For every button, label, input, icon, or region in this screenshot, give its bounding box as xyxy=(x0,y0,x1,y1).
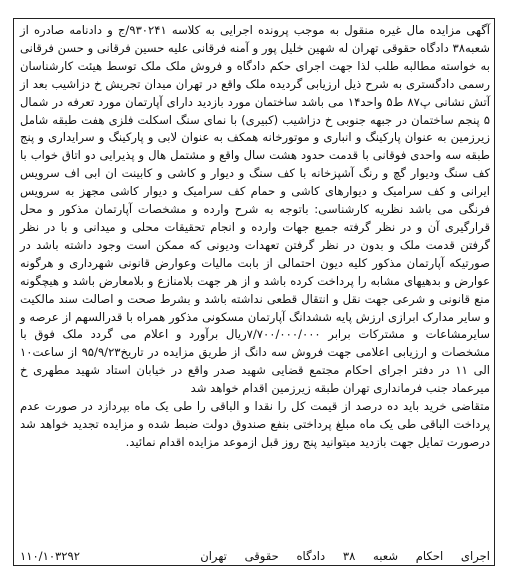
auction-notice-body xyxy=(20,22,490,452)
notice-paragraph-main: آگهی مزایده مال غیره منقول به موجب پرونده اجرایی به کلاسه ۹۳۰۲۴۱/ج و دادنامه صادره از شعبه۳۸ دادگاه حقوقی تهران له شهین خلیل پور و آمنه فرقانی علیه حسین فرقانی و حسن فرقانی به خواسته مطالبه طلب لذا جهت اجرای حکم دادگاه و فروش ملک ملک توسط هیئت کارشناسان رسمی دادگستری به شرح ذیل ارزیابی گردیده ملک واقع در تهران میدان تجریش خ دزاشیب بعد از آتش نشانی پ۸۷ ط۵ واحد۱۴ می باشد ساختمان مورد بازدید دارای آپارتمان مورد تعرفه در شمال ۵ پنجم ساختمان در جبهه جنوبی خ دزاشیب (کبیری) با نمای سنگ اسکلت فلزی هفت طبقه شامل زیرزمین به عنوان پارکینگ و انباری و موتورخانه همکف به عنوان لابی و پارکینگ و سرایداری و پنج طبقه سه واحدی فوقانی با قدمت حدود هشت سال واقع و مشتمل هال و پذیرایی دو اتاق خواب با کف سنگ ودیوار گچ و رنگ آشپزخانه با کف سنگ و دیوار و کاشی و کابینت ان ابی اف سرویس ایرانی و کف سرامیک و دیوارهای کاشی و حمام کف سرامیک و دیوار کاشی مجهز به سرویس فرنگی می باشد نظریه کارشناسی: باتوجه به شرح وارده و مشخصات آپارتمان مذکور و محل قرارگیری آن و در نظر گرفته جمیع جهات وارده و انجام تحقیقات محلی و میدانی و با در نظر گرفتن قدمت ملک و بدون در نظر گرفتن تعهدات ودیونی که ممکن است وجود داشته باشد در صورتیکه آپارتمان مذکور کلیه دیون احتمالی از بابت مالیات وعوارض قانونی شهرداری و هرگونه عوارض و بدهیهای مشابه را پرداخت کرده باشد و از هر جهت بلامنازع و بلامعارض باشد و هیچگونه منع قانونی و شرعی جهت نقل و انتقال قطعی نداشته باشد و بشرط صحت و اصالت سند مالکیت و سایر مدارک ابرازی ارزش پایه ششدانگ آپارتمان مسکونی مذکور همراه با قدرالسهم از عرصه و سایرمشاعات و مشترکات برابر ۷/۷۰۰/۰۰۰/۰۰۰ریال برآورد و اعلام می گردد ملک فوق با مشخصات و ارزیابی اعلامی جهت فروش سه دانگ از طریق مزایده در تاریخ۹۵/۹/۲۳ از ساعت۱۰ الی ۱۱ در دفتر اجرای احکام مجتمع قضایی شهید صدر واقع در خیابان استاد شهید مطهری خ میرعماد جنب فرمانداری تهران طبقه زیرزمین اقدام خواهد شد xyxy=(20,23,490,396)
notice-footer xyxy=(20,548,490,564)
issuing-authority: اجرای احکام شعبه ۳۸ دادگاه حقوقی تهران xyxy=(200,549,490,563)
notice-paragraph-terms: متقاضی خرید باید ده درصد از قیمت کل را نقدا و الباقی را طی یک ماه بپردازد در صورت عدم پرداخت الباقی طی یک ماه مبلغ پرداختی بنفع صندوق دولت ضبط شده و مزایده تجدید خواهد شد درصورت تمایل جهت بازدید میتوانید پنج روز قبل ازموعد مزایده اقدام نمائید. xyxy=(20,399,490,449)
notice-reference-code: ۱۱۰/۱۰۳۲۹۲ xyxy=(20,549,80,563)
